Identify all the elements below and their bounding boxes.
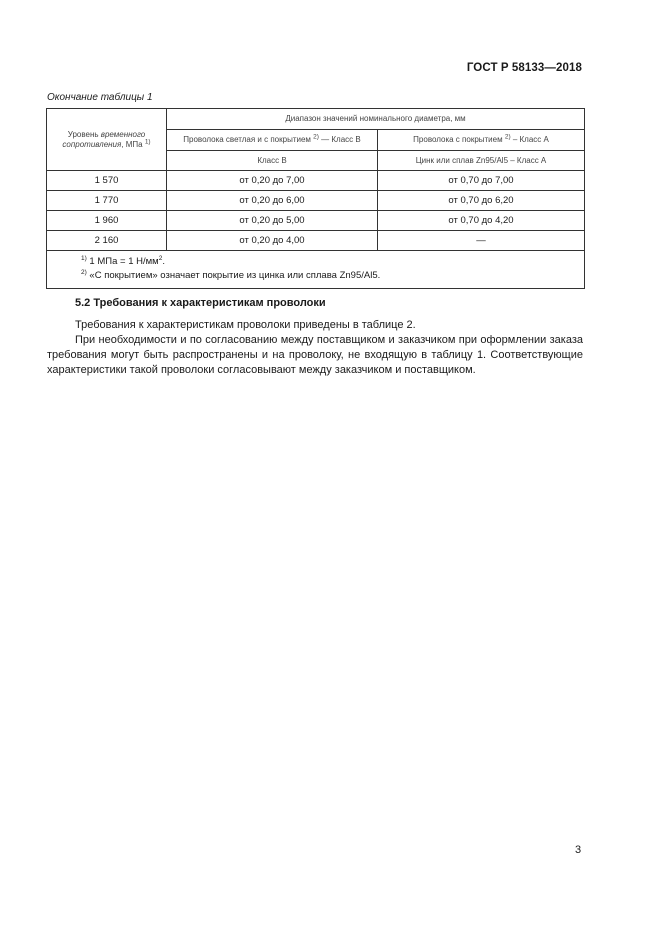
footnote-ref: 2): [313, 133, 319, 141]
strength-cell: 2 160: [47, 231, 167, 251]
footnote-mark: 1): [81, 254, 87, 262]
paragraph: [47, 318, 583, 333]
table-row: [47, 211, 585, 231]
table-footnotes-row: [47, 251, 585, 289]
paragraph-text: При необходимости и по согласованию между поставщиком и заказчиком при оформлении заказа требования могут быть распространены и на проволоку, не входящую в таблицу 1. Соответствующие характеристики такой проволоки согласовывают между заказчиком и поставщиком.: [47, 334, 583, 376]
footnote-text: 1 МПа = 1 Н/мм: [86, 256, 159, 267]
class-a-range-cell: —: [378, 231, 585, 251]
strength-header-text: Уровень: [67, 129, 101, 139]
table-caption: Окончание таблицы 1: [47, 92, 153, 103]
diameter-range-header: Диапазон значений номинального диаметра, мм: [167, 109, 585, 130]
strength-cell: 1 960: [47, 211, 167, 231]
class-a-header: Цинк или сплав Zn95/Al5 – Класс А: [378, 151, 585, 171]
strength-header-italic: временного сопротивления: [62, 129, 146, 149]
coated-wire-class: – Класс А: [510, 135, 549, 144]
strength-cell: 1 770: [47, 191, 167, 211]
bright-wire-label: Проволока светлая и с покрытием: [183, 135, 311, 144]
table-footnotes: [47, 251, 585, 289]
page-number: 3: [575, 844, 582, 856]
class-a-range-cell: от 0,70 до 7,00: [378, 171, 585, 191]
footnote-tail: .: [162, 256, 165, 267]
strength-column-header: [47, 109, 167, 171]
bright-wire-class: — Класс В: [318, 135, 361, 144]
coated-wire-label: Проволока с покрытием: [413, 135, 503, 144]
class-b-range-cell: от 0,20 до 6,00: [167, 191, 378, 211]
table-row: [47, 231, 585, 251]
section-heading: 5.2 Требования к характеристикам проволоки: [75, 297, 326, 309]
footnote-ref: 1): [144, 137, 151, 145]
table-row: [47, 171, 585, 191]
class-a-range-cell: от 0,70 до 4,20: [378, 211, 585, 231]
document-code: ГОСТ Р 58133—2018: [466, 62, 582, 74]
footnote-text: «С покрытием» означает покрытие из цинка или сплава Zn95/Al5.: [86, 269, 381, 281]
bright-wire-header: [167, 130, 378, 151]
coated-wire-header: [378, 130, 585, 151]
wire-diameter-table: [46, 108, 585, 289]
table-header-row: [47, 109, 585, 130]
footnote-1: [81, 255, 550, 269]
class-b-range-cell: от 0,20 до 5,00: [167, 211, 378, 231]
superscript: 2: [158, 254, 163, 262]
footnote-ref: 2): [504, 133, 511, 141]
footnote-mark: 2): [81, 268, 87, 276]
class-b-header: Класс В: [167, 151, 378, 171]
class-b-range-cell: от 0,20 до 7,00: [167, 171, 378, 191]
strength-header-unit: , МПа: [121, 139, 143, 149]
paragraph: [47, 333, 583, 378]
strength-cell: 1 570: [47, 171, 167, 191]
class-a-range-cell: от 0,70 до 6,20: [378, 191, 585, 211]
paragraph-text: Требования к характеристикам проволоки приведены в таблице 2.: [75, 319, 416, 331]
class-b-range-cell: от 0,20 до 4,00: [167, 231, 378, 251]
footnote-2: [81, 269, 550, 283]
table-row: [47, 191, 585, 211]
